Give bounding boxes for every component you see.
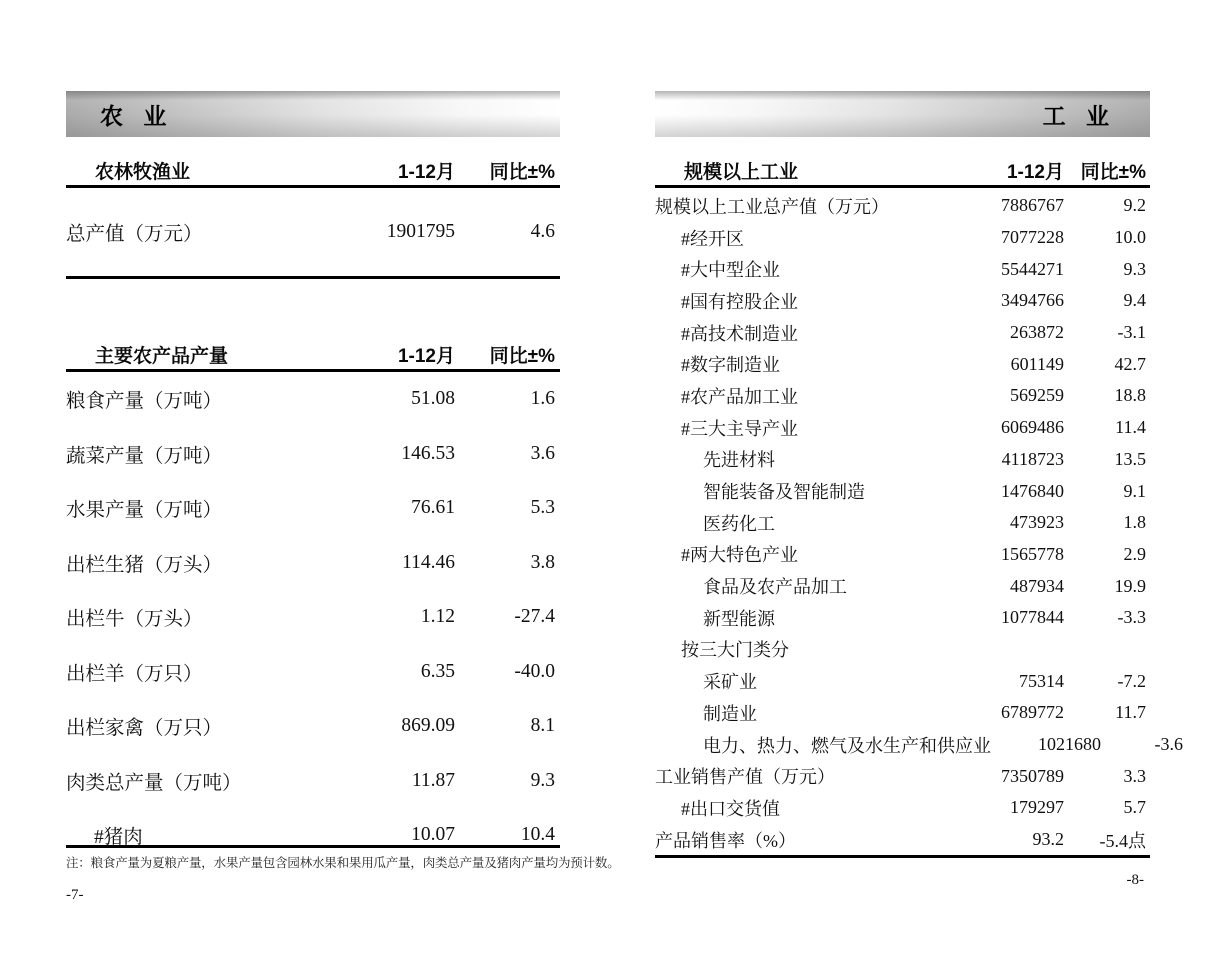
row-yoy: 42.7	[1114, 353, 1146, 374]
table-row	[655, 348, 1150, 380]
row-yoy: 5.3	[530, 497, 555, 519]
row-label: 粮食产量（万吨）	[66, 391, 223, 413]
row-label: 水果产量（万吨）	[66, 500, 223, 522]
row-value: 10.07	[411, 824, 455, 846]
period-column-header: 1-12月	[397, 345, 455, 367]
table-row	[655, 665, 1150, 697]
row-label: 蔬菜产量（万吨）	[66, 445, 223, 467]
table-bottom-rule	[655, 855, 1150, 858]
row-yoy: -5.4点	[1099, 830, 1146, 851]
row-label: #两大特色产业	[681, 545, 798, 566]
row-label: 医药化工	[703, 513, 775, 534]
row-value: 146.53	[401, 442, 455, 464]
footnote: 注：粮食产量为夏粮产量，水果产量包含园林水果和果用瓜产量，肉类总产量及猪肉产量均为预计数。	[66, 855, 620, 870]
row-label: 按三大门类分	[681, 640, 789, 661]
table-body	[66, 372, 560, 863]
yoy-column-header: 同比±%	[1080, 161, 1146, 183]
row-label: 采矿业	[703, 672, 757, 693]
table-row	[66, 699, 560, 754]
row-yoy: 9.3	[1123, 258, 1146, 279]
row-value: 869.09	[401, 715, 455, 737]
row-label: 先进材料	[703, 450, 775, 471]
row-label: #数字制造业	[681, 355, 780, 376]
table-row	[655, 190, 1150, 222]
row-yoy: 19.9	[1114, 575, 1146, 596]
table-row	[66, 590, 560, 645]
row-label: #大中型企业	[681, 260, 780, 281]
row-value: 1021680	[1038, 734, 1101, 755]
row-value: 75314	[1019, 670, 1064, 691]
row-label: #经开区	[681, 228, 744, 249]
row-value: 601149	[1010, 353, 1064, 374]
industry-section-banner	[655, 91, 1150, 137]
period-column-header: 1-12月	[397, 161, 455, 183]
table-row	[66, 754, 560, 809]
table-row	[655, 760, 1150, 792]
row-value: 473923	[1010, 512, 1064, 533]
table-row	[655, 380, 1150, 412]
table-row	[655, 317, 1150, 349]
table-row	[655, 634, 1150, 666]
yoy-column-header: 同比±%	[489, 345, 555, 367]
row-yoy: 11.7	[1115, 702, 1146, 723]
row-value: 6.35	[420, 660, 455, 682]
row-value: 569259	[1010, 385, 1064, 406]
row-yoy: 3.3	[1123, 765, 1146, 786]
row-value: 114.46	[402, 551, 455, 573]
row-yoy: 9.4	[1123, 290, 1146, 311]
table-row	[655, 507, 1150, 539]
row-yoy: 18.8	[1114, 385, 1146, 406]
table-bottom-rule	[66, 276, 560, 279]
row-yoy: 3.6	[530, 442, 555, 464]
row-yoy: -3.1	[1117, 322, 1146, 343]
row-value: 93.2	[1032, 829, 1064, 850]
row-yoy: 9.2	[1123, 195, 1146, 216]
row-label: #三大主导产业	[681, 418, 798, 439]
table-row	[655, 697, 1150, 729]
row-yoy: 3.8	[530, 551, 555, 573]
page-number: -7-	[66, 886, 84, 903]
table-row	[655, 253, 1150, 285]
row-yoy: 10.0	[1114, 227, 1146, 248]
table-body	[655, 188, 1183, 855]
page-number: -8-	[1126, 872, 1144, 889]
table-row	[655, 412, 1150, 444]
row-value: 1565778	[1001, 543, 1064, 564]
row-label: 出栏羊（万只）	[66, 663, 203, 685]
row-yoy: 4.6	[530, 221, 555, 242]
row-value: 51.08	[411, 388, 455, 410]
row-yoy: 1.8	[1123, 512, 1146, 533]
row-value: 1476840	[1001, 480, 1064, 501]
row-value: 263872	[1010, 322, 1064, 343]
row-value: 7350789	[1001, 765, 1064, 786]
table-header	[66, 155, 560, 185]
row-value: 3494766	[1001, 290, 1064, 311]
period-column-header: 1-12月	[1006, 161, 1064, 183]
row-label: 电力、热力、燃气及水生产和供应业	[703, 735, 991, 756]
row-label: 规模以上工业总产值（万元）	[655, 196, 889, 217]
row-yoy: 1.6	[530, 388, 555, 410]
row-label: 肉类总产量（万吨）	[66, 772, 242, 794]
table-row	[655, 729, 1183, 761]
table-row	[66, 188, 560, 276]
row-value: 6789772	[1001, 702, 1064, 723]
row-label: #出口交货值	[681, 798, 780, 819]
row-yoy: 13.5	[1114, 448, 1146, 469]
table-row	[66, 645, 560, 700]
row-label: 食品及农产品加工	[703, 577, 847, 598]
table-row	[66, 372, 560, 427]
row-value: 487934	[1010, 575, 1064, 596]
row-value: 1.12	[420, 606, 455, 628]
agriculture-summary-table	[66, 155, 560, 279]
row-label: 出栏家禽（万只）	[66, 718, 223, 740]
row-label: #国有控股企业	[681, 291, 798, 312]
row-yoy: 9.3	[530, 769, 555, 791]
table-row	[655, 475, 1150, 507]
row-value: 1077844	[1001, 607, 1064, 628]
table-row	[66, 427, 560, 482]
row-label: 出栏牛（万头）	[66, 609, 203, 631]
row-label: #猪肉	[94, 827, 143, 849]
row-label: 智能装备及智能制造	[703, 482, 865, 503]
row-label: 总产值（万元）	[66, 224, 203, 245]
table-row	[655, 539, 1150, 571]
table-row	[655, 602, 1150, 634]
row-label: 制造业	[703, 703, 757, 724]
row-value: 6069486	[1001, 417, 1064, 438]
row-yoy: 5.7	[1123, 797, 1146, 818]
row-label: #农产品加工业	[681, 386, 798, 407]
table-title: 主要农产品产量	[95, 345, 229, 367]
table-row	[655, 444, 1150, 476]
row-yoy: -3.3	[1117, 607, 1146, 628]
industry-section-title: 工 业	[1042, 102, 1110, 129]
table-row	[655, 824, 1150, 856]
table-header	[66, 339, 560, 369]
row-yoy: 11.4	[1115, 417, 1146, 438]
row-yoy: -40.0	[514, 660, 555, 682]
row-label: #高技术制造业	[681, 323, 798, 344]
table-title: 农林牧渔业	[95, 161, 191, 183]
row-value: 7886767	[1001, 195, 1064, 216]
row-label: 工业销售产值（万元）	[655, 767, 835, 788]
row-yoy: 10.4	[520, 824, 555, 846]
table-header	[655, 155, 1150, 185]
row-value: 1901795	[386, 221, 455, 242]
industry-table	[655, 155, 1183, 858]
yoy-column-header: 同比±%	[489, 161, 555, 183]
row-value: 5544271	[1001, 258, 1064, 279]
row-value: 4118723	[1001, 448, 1064, 469]
farm-products-table	[66, 339, 560, 848]
row-label: 出栏生猪（万头）	[66, 554, 223, 576]
row-value: 179297	[1010, 797, 1064, 818]
table-row	[655, 570, 1150, 602]
row-yoy: 2.9	[1123, 543, 1146, 564]
agriculture-section-title: 农 业	[100, 102, 168, 129]
row-value: 11.87	[411, 769, 455, 791]
table-body	[66, 188, 560, 276]
agriculture-page	[66, 91, 620, 904]
table-row	[66, 536, 560, 591]
table-row	[655, 792, 1150, 824]
row-label: 新型能源	[703, 608, 775, 629]
table-title: 规模以上工业	[684, 161, 799, 183]
row-yoy: 9.1	[1123, 480, 1146, 501]
row-value: 76.61	[411, 497, 455, 519]
row-yoy: 8.1	[530, 715, 555, 737]
row-value: 7077228	[1001, 227, 1064, 248]
row-label: 产品销售率（%）	[655, 830, 796, 851]
agriculture-section-banner	[66, 91, 560, 137]
industry-page	[655, 91, 1183, 889]
table-row	[655, 222, 1150, 254]
row-yoy: -27.4	[514, 606, 555, 628]
table-row	[655, 285, 1150, 317]
row-yoy: -7.2	[1117, 670, 1146, 691]
table-row	[66, 481, 560, 536]
row-yoy: -3.6	[1154, 734, 1183, 755]
